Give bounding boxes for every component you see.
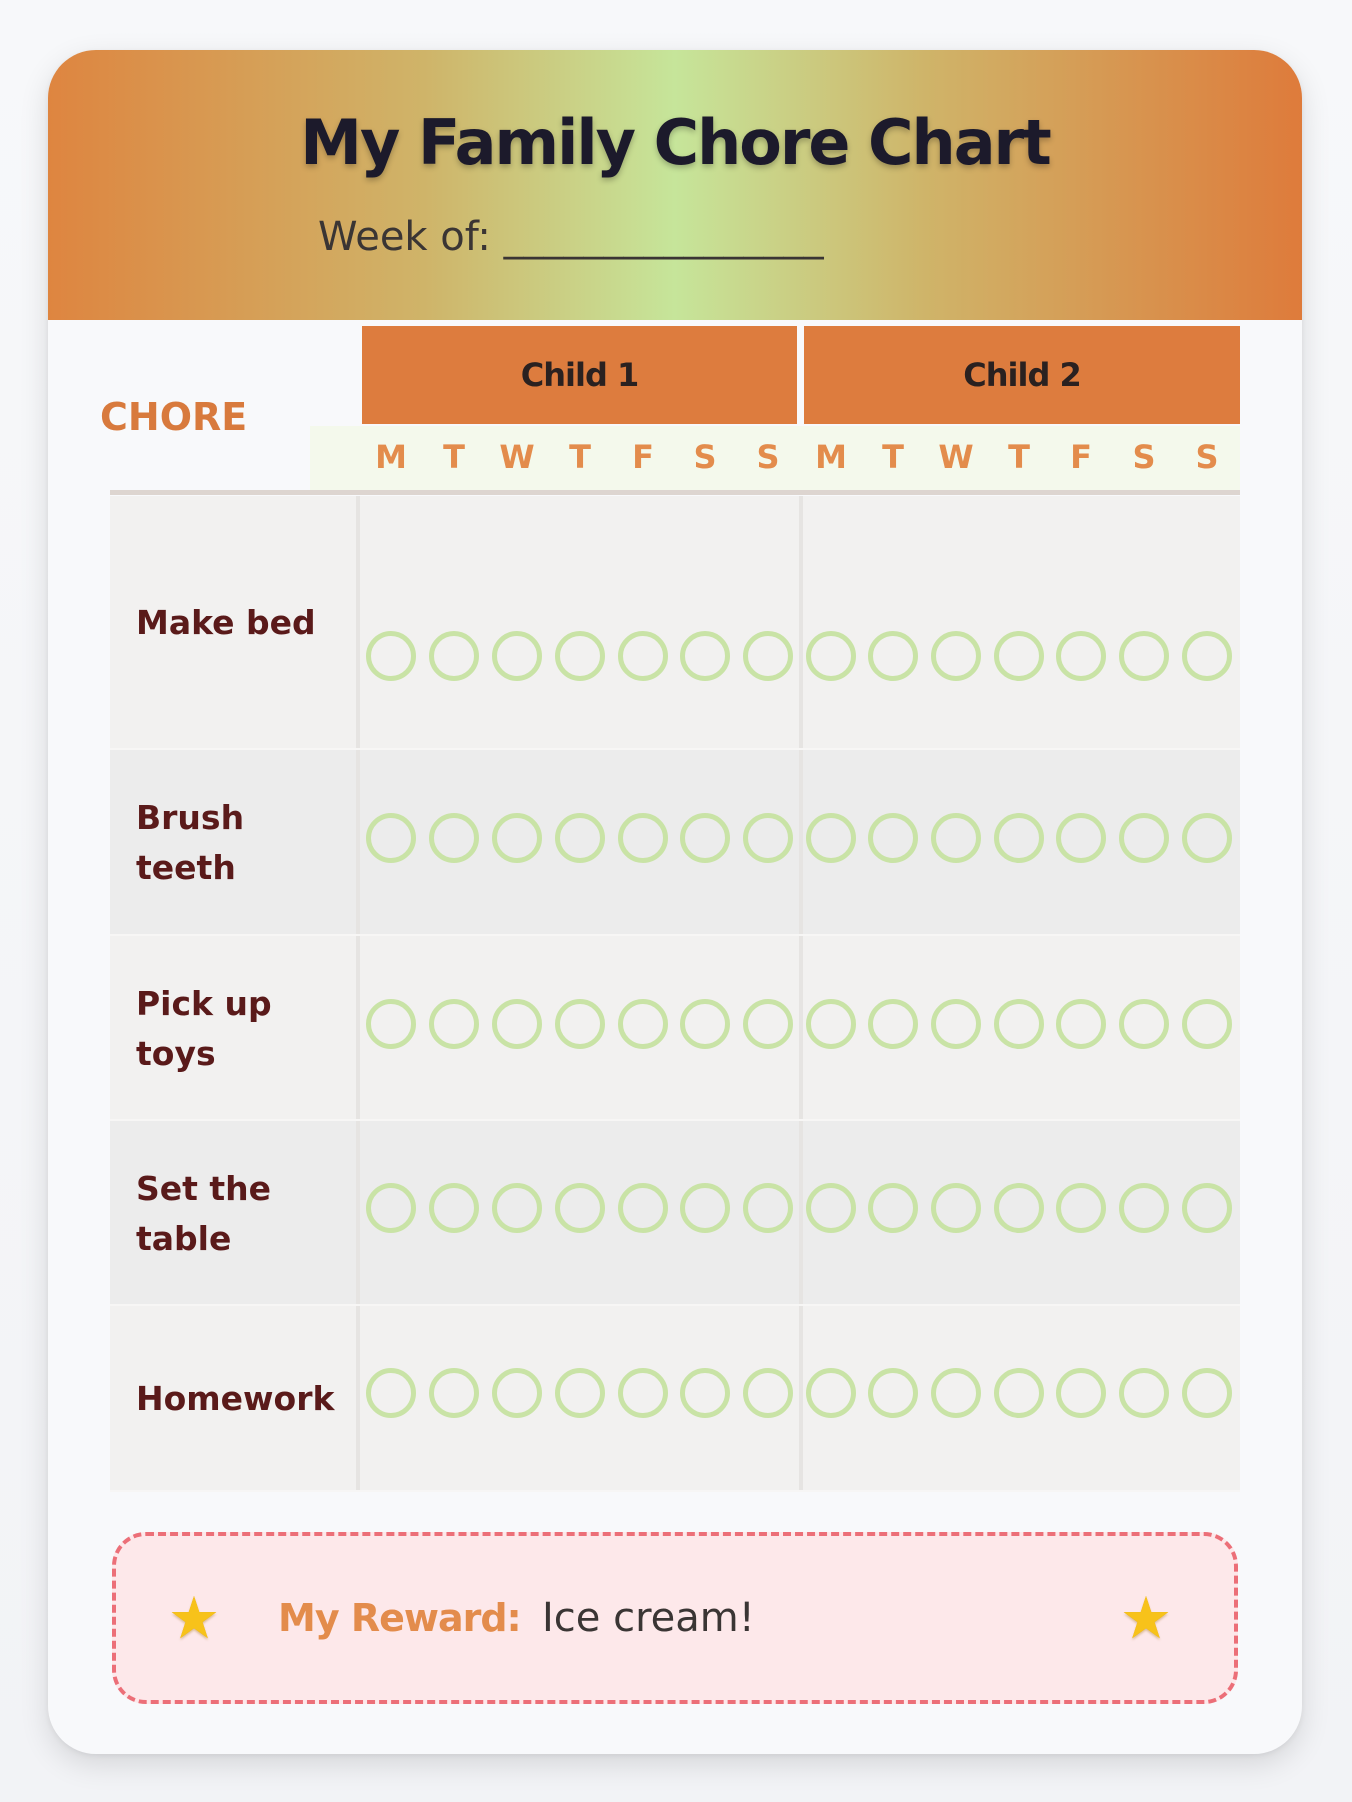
star-icon: ★ — [1120, 1584, 1172, 1652]
chore-check-circle[interactable] — [868, 813, 918, 863]
child-divider — [799, 750, 803, 936]
chore-check-circle[interactable] — [1056, 999, 1106, 1049]
child-divider — [799, 936, 803, 1121]
chore-check-circle[interactable] — [1182, 999, 1232, 1049]
chore-check-circle[interactable] — [618, 631, 668, 681]
child-1-header: Child 1 — [362, 326, 797, 424]
chore-check-circle[interactable] — [931, 813, 981, 863]
chore-check-circle[interactable] — [1119, 813, 1169, 863]
chore-check-circle[interactable] — [366, 999, 416, 1049]
chore-column-header: CHORE — [100, 395, 248, 439]
chore-label: Pick up toys — [136, 983, 272, 1073]
day-header-child1-1: T — [443, 438, 465, 476]
chart-header — [48, 50, 1302, 320]
day-header-child1-5: S — [693, 438, 717, 476]
chore-label-cell — [110, 936, 360, 1121]
child-divider — [799, 1306, 803, 1492]
chore-check-circle[interactable] — [555, 999, 605, 1049]
reward-value[interactable]: Ice cream! — [542, 1595, 755, 1641]
chore-check-circle[interactable] — [931, 631, 981, 681]
chore-check-circle[interactable] — [680, 631, 730, 681]
chore-label: Brush teeth — [136, 798, 245, 887]
day-header-child2-4: F — [1070, 438, 1092, 476]
chore-label: Homework — [136, 1379, 335, 1418]
chore-check-circle[interactable] — [429, 1183, 479, 1233]
chore-check-circle[interactable] — [868, 1368, 918, 1418]
chore-check-circle[interactable] — [680, 999, 730, 1049]
chore-check-circle[interactable] — [994, 631, 1044, 681]
chore-check-circle[interactable] — [806, 1368, 856, 1418]
day-header-child2-0: M — [815, 438, 847, 476]
grid-top-line — [110, 490, 1240, 495]
chore-row — [110, 1121, 1240, 1306]
chore-check-circle[interactable] — [931, 1183, 981, 1233]
chore-label: Set the table — [136, 1168, 272, 1258]
chore-check-circle[interactable] — [366, 1183, 416, 1233]
chore-check-circle[interactable] — [1182, 813, 1232, 863]
chore-check-circle[interactable] — [806, 813, 856, 863]
chore-check-circle[interactable] — [1119, 631, 1169, 681]
chore-check-circle[interactable] — [806, 631, 856, 681]
chore-check-circle[interactable] — [366, 631, 416, 681]
chore-check-circle[interactable] — [1056, 1183, 1106, 1233]
chore-check-circle[interactable] — [555, 631, 605, 681]
day-header-child1-4: F — [632, 438, 654, 476]
chore-label-cell — [110, 496, 360, 750]
day-header-child1-2: W — [499, 438, 535, 476]
chore-row — [110, 496, 1240, 750]
chore-check-circle[interactable] — [743, 1368, 793, 1418]
chore-check-circle[interactable] — [429, 1368, 479, 1418]
chore-check-circle[interactable] — [618, 1183, 668, 1233]
chore-check-circle[interactable] — [1056, 813, 1106, 863]
chore-check-circle[interactable] — [1119, 999, 1169, 1049]
day-header-child1-3: T — [569, 438, 591, 476]
chore-check-circle[interactable] — [868, 999, 918, 1049]
week-of — [318, 214, 824, 260]
chore-check-circle[interactable] — [680, 1368, 730, 1418]
day-header-child2-6: S — [1195, 438, 1219, 476]
reward-label: My Reward: — [278, 1596, 521, 1640]
chore-check-circle[interactable] — [1182, 1368, 1232, 1418]
chore-check-circle[interactable] — [555, 813, 605, 863]
day-header-child2-2: W — [938, 438, 974, 476]
chore-label-cell — [110, 1121, 360, 1306]
chore-check-circle[interactable] — [492, 999, 542, 1049]
chore-check-circle[interactable] — [868, 631, 918, 681]
chore-check-circle[interactable] — [931, 999, 981, 1049]
chore-check-circle[interactable] — [1182, 631, 1232, 681]
chore-check-circle[interactable] — [429, 999, 479, 1049]
week-of-label: Week of: — [318, 214, 491, 260]
chore-check-circle[interactable] — [743, 999, 793, 1049]
chore-row — [110, 936, 1240, 1121]
chore-check-circle[interactable] — [994, 813, 1044, 863]
child-divider — [799, 496, 803, 750]
chore-check-circle[interactable] — [366, 1368, 416, 1418]
chore-check-circle[interactable] — [743, 1183, 793, 1233]
chore-check-circle[interactable] — [618, 1368, 668, 1418]
chore-check-circle[interactable] — [429, 631, 479, 681]
chore-check-circle[interactable] — [743, 813, 793, 863]
chore-check-circle[interactable] — [1182, 1183, 1232, 1233]
chore-check-circle[interactable] — [1119, 1368, 1169, 1418]
chore-check-circle[interactable] — [868, 1183, 918, 1233]
chore-check-circle[interactable] — [994, 999, 1044, 1049]
chore-check-circle[interactable] — [806, 1183, 856, 1233]
chore-label-cell — [110, 750, 360, 936]
day-header-child1-0: M — [375, 438, 407, 476]
row-separator — [110, 1490, 1240, 1492]
chore-check-circle[interactable] — [492, 1368, 542, 1418]
chore-check-circle[interactable] — [618, 813, 668, 863]
chore-check-circle[interactable] — [492, 1183, 542, 1233]
chore-check-circle[interactable] — [931, 1368, 981, 1418]
chore-check-circle[interactable] — [492, 631, 542, 681]
chore-check-circle[interactable] — [555, 1368, 605, 1418]
chart-title: My Family Chore Chart — [300, 106, 1050, 179]
child-divider — [799, 1121, 803, 1306]
day-header-child1-6: S — [756, 438, 780, 476]
chore-label-cell — [110, 1306, 360, 1492]
star-icon: ★ — [168, 1584, 220, 1652]
day-header-child2-1: T — [882, 438, 904, 476]
chore-check-circle[interactable] — [806, 999, 856, 1049]
chore-check-circle[interactable] — [1119, 1183, 1169, 1233]
chore-check-circle[interactable] — [994, 1368, 1044, 1418]
chore-check-circle[interactable] — [492, 813, 542, 863]
chore-check-circle[interactable] — [618, 999, 668, 1049]
chore-row — [110, 1306, 1240, 1492]
day-header-child2-3: T — [1008, 438, 1030, 476]
chore-check-circle[interactable] — [743, 631, 793, 681]
reward-box — [112, 1532, 1238, 1704]
chore-check-circle[interactable] — [1056, 631, 1106, 681]
chore-check-circle[interactable] — [555, 1183, 605, 1233]
chore-check-circle[interactable] — [366, 813, 416, 863]
chore-check-circle[interactable] — [1056, 1368, 1106, 1418]
chore-check-circle[interactable] — [680, 1183, 730, 1233]
chore-label: Make bed — [136, 603, 316, 642]
week-of-blank[interactable]: ________________ — [503, 214, 824, 260]
chore-check-circle[interactable] — [994, 1183, 1044, 1233]
chore-check-circle[interactable] — [680, 813, 730, 863]
chore-check-circle[interactable] — [429, 813, 479, 863]
day-header-child2-5: S — [1132, 438, 1156, 476]
child-2-header: Child 2 — [804, 326, 1240, 424]
chore-row — [110, 750, 1240, 936]
